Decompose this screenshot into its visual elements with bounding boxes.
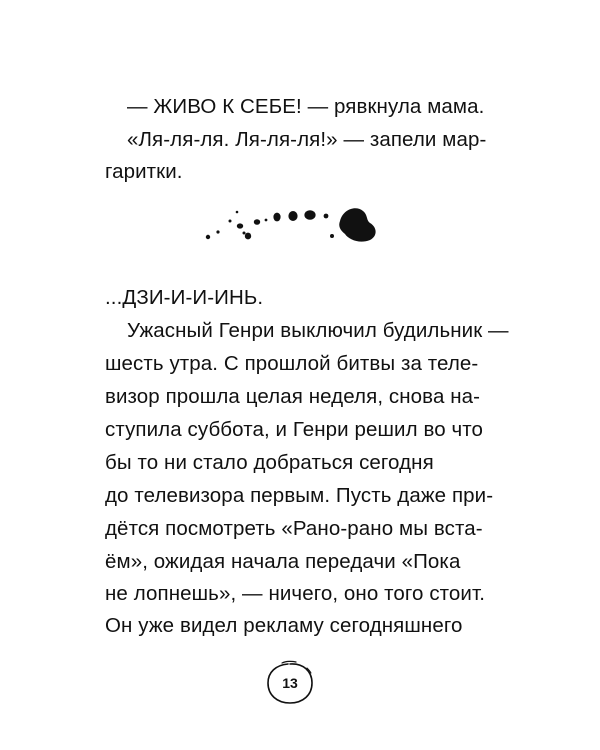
text-line: ём», ожидая начала передачи «Пока — [105, 550, 461, 573]
text-line: дётся посмотреть «Рано-рано мы вста- — [105, 517, 483, 540]
page-number-badge — [262, 658, 318, 708]
text-line: Ужасный Генри выключил будильник — — [127, 319, 509, 342]
text-line: ...ДЗИ-И-И-ИНЬ. — [105, 286, 264, 309]
text-line: — ЖИВО К СЕБЕ! — рявкнула мама. — [127, 95, 485, 118]
ink-splatter-icon — [200, 196, 390, 246]
text-line: до телевизора первым. Пусть даже при- — [105, 484, 494, 507]
text-line: не лопнешь», — ничего, оно того стоит. — [105, 582, 485, 605]
text-line: гаритки. — [105, 160, 183, 183]
text-line: шесть утра. С прошлой битвы за теле- — [105, 352, 479, 375]
text-line: визор прошла целая неделя, снова на- — [105, 385, 481, 408]
text-line: бы то ни стало добраться сегодня — [105, 451, 434, 474]
text-line: ступила суббота, и Генри решил во что — [105, 418, 484, 441]
page-number: 13 — [282, 675, 298, 691]
text-line: Он уже видел рекламу сегодняшнего — [105, 614, 463, 637]
text-line: «Ля-ля-ля. Ля-ля-ля!» — запели мар- — [127, 128, 487, 151]
